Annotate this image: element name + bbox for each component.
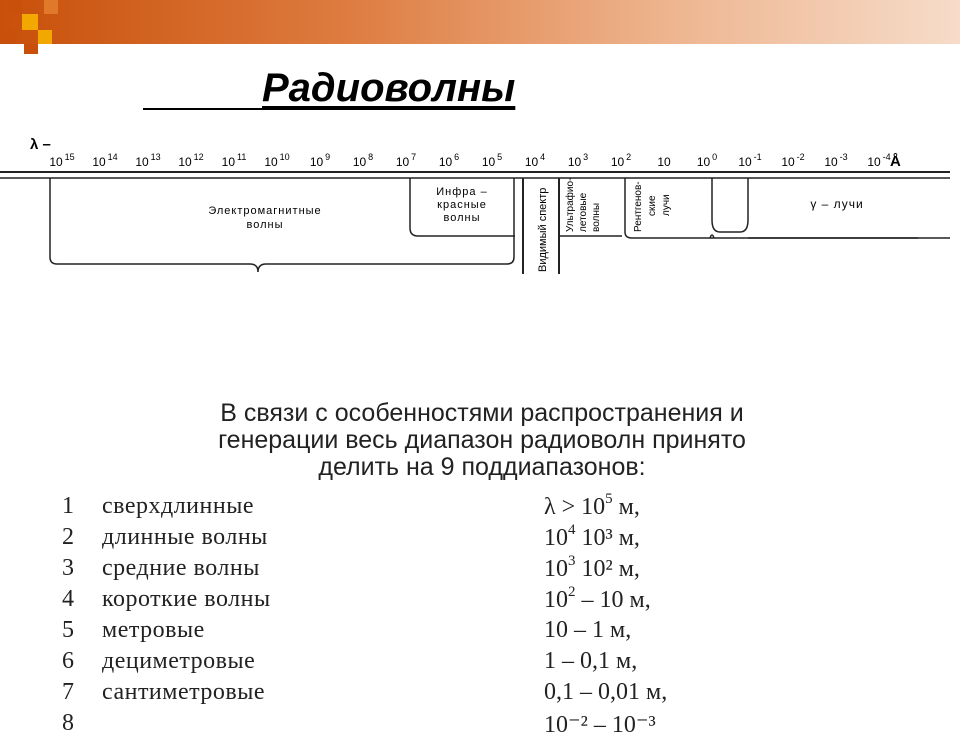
subband-range: $10^2 - 10$ м, [544, 584, 651, 613]
subband-number: 2 [62, 524, 74, 550]
subband-range: $10^4$ 10³ м, [544, 522, 640, 551]
em-label-2: волны [246, 219, 284, 231]
subband-row [4, 493, 960, 524]
subband-number: 3 [62, 555, 74, 581]
subband-row [4, 679, 960, 710]
xray-bracket [625, 178, 950, 238]
subband-name: дециметровые [102, 648, 256, 674]
gap-bracket [712, 178, 748, 232]
visible-label: Видимый спектр [537, 187, 549, 272]
subband-name: короткие волны [102, 586, 271, 612]
subband-number: 8 [62, 710, 74, 736]
spectrum-svg [0, 132, 950, 284]
tick-label: 10 $^{12}$ [178, 152, 204, 169]
xray-label-3: лучи [661, 194, 672, 216]
decor-square-yellow-2 [38, 30, 52, 44]
tick-label: 10 $^{-4}$ [867, 152, 891, 169]
tick-label: 10 $^0$ [696, 152, 718, 169]
header-gradient-band [0, 0, 960, 44]
decor-square-orange-2 [0, 30, 16, 44]
tick-label: 10 $^9$ [309, 152, 331, 169]
subband-row [4, 648, 960, 679]
decor-square-orange-3 [44, 0, 58, 14]
subbands-panel [4, 390, 960, 738]
decor-square-yellow-1 [22, 14, 38, 30]
em-label-1: Электромагнитные [208, 205, 322, 217]
subband-range: $10^3$ 10² м, [544, 553, 640, 582]
uv-label-3: волны [591, 202, 602, 232]
subband-name: сверхдлинные [102, 493, 254, 519]
subband-number: 4 [62, 586, 74, 612]
tick-label: 10 $^7$ [395, 152, 417, 169]
gamma-label: γ – лучи [810, 197, 864, 211]
title-underline-lead [143, 108, 263, 110]
subband-range: 10⁻² – 10⁻³ [544, 712, 656, 738]
subband-row [4, 524, 960, 555]
ir-label-2: красные [437, 199, 487, 211]
lambda-label: λ – [30, 136, 51, 153]
subband-range: 0,1 – 0,01 м, [544, 679, 668, 705]
subband-row [4, 586, 960, 617]
xray-label-1: Рентгенов- [633, 181, 644, 232]
ir-label-3: волны [443, 212, 481, 224]
intro-text [4, 400, 960, 481]
tick-label: 10 $^{11}$ [221, 152, 247, 169]
intro-line-3: делить на 9 поддиапазонов: [318, 453, 646, 481]
intro-line-1: В связи с особенностями распространения и [220, 399, 744, 427]
tick-label: 10 $^6$ [438, 152, 460, 169]
subband-name: метровые [102, 617, 205, 643]
subband-name: длинные волны [102, 524, 268, 550]
decor-square-orange-1 [8, 0, 22, 14]
subband-number: 1 [62, 493, 74, 519]
subband-range: 1 – 0,1 м, [544, 648, 638, 674]
tick-label: 10 $^8$ [352, 152, 374, 169]
ir-label-1: Инфра – [436, 186, 488, 198]
tick-label: 10 $^2$ [610, 152, 632, 169]
subband-name: сантиметровые [102, 679, 266, 705]
decor-square-orange-4 [24, 44, 38, 54]
intro-line-2: генерации весь диапазон радиоволн принято [218, 426, 746, 454]
xray-label-2: ские [647, 195, 658, 216]
subband-name: средние волны [102, 555, 260, 581]
em-spectrum-diagram [0, 132, 950, 284]
subband-number: 5 [62, 617, 74, 643]
tick-label: 10 $^{10}$ [264, 152, 290, 169]
page-title: Радиоволны [262, 66, 516, 110]
subband-number: 7 [62, 679, 74, 705]
tick-label: 10 $^{15}$ [49, 152, 75, 169]
tick-label: 10 $^{13}$ [135, 152, 161, 169]
uv-label-1: Ультрафио- [565, 177, 576, 232]
tick-label: 10 $^4$ [524, 152, 546, 169]
uv-label-2: летовые [578, 192, 589, 232]
tick-label: 10 $^{-1}$ [738, 152, 762, 169]
subband-row [4, 617, 960, 648]
tick-label: 10 $^{14}$ [92, 152, 118, 169]
subband-range: 10 – 1 м, [544, 617, 632, 643]
tick-labels [49, 152, 890, 169]
tick-label: 10 $^5$ [481, 152, 503, 169]
tick-label: 10 $^{-3}$ [824, 152, 848, 169]
subband-row [4, 555, 960, 586]
subband-range: $\lambda > 10^5$ м, [544, 491, 640, 520]
subband-row [4, 710, 960, 741]
tick-label: 10 $^3$ [567, 152, 589, 169]
tick-label: 10 [657, 155, 671, 169]
angstrom-label: Å [890, 153, 901, 170]
tick-label: 10 $^{-2}$ [781, 152, 805, 169]
subband-number: 6 [62, 648, 74, 674]
